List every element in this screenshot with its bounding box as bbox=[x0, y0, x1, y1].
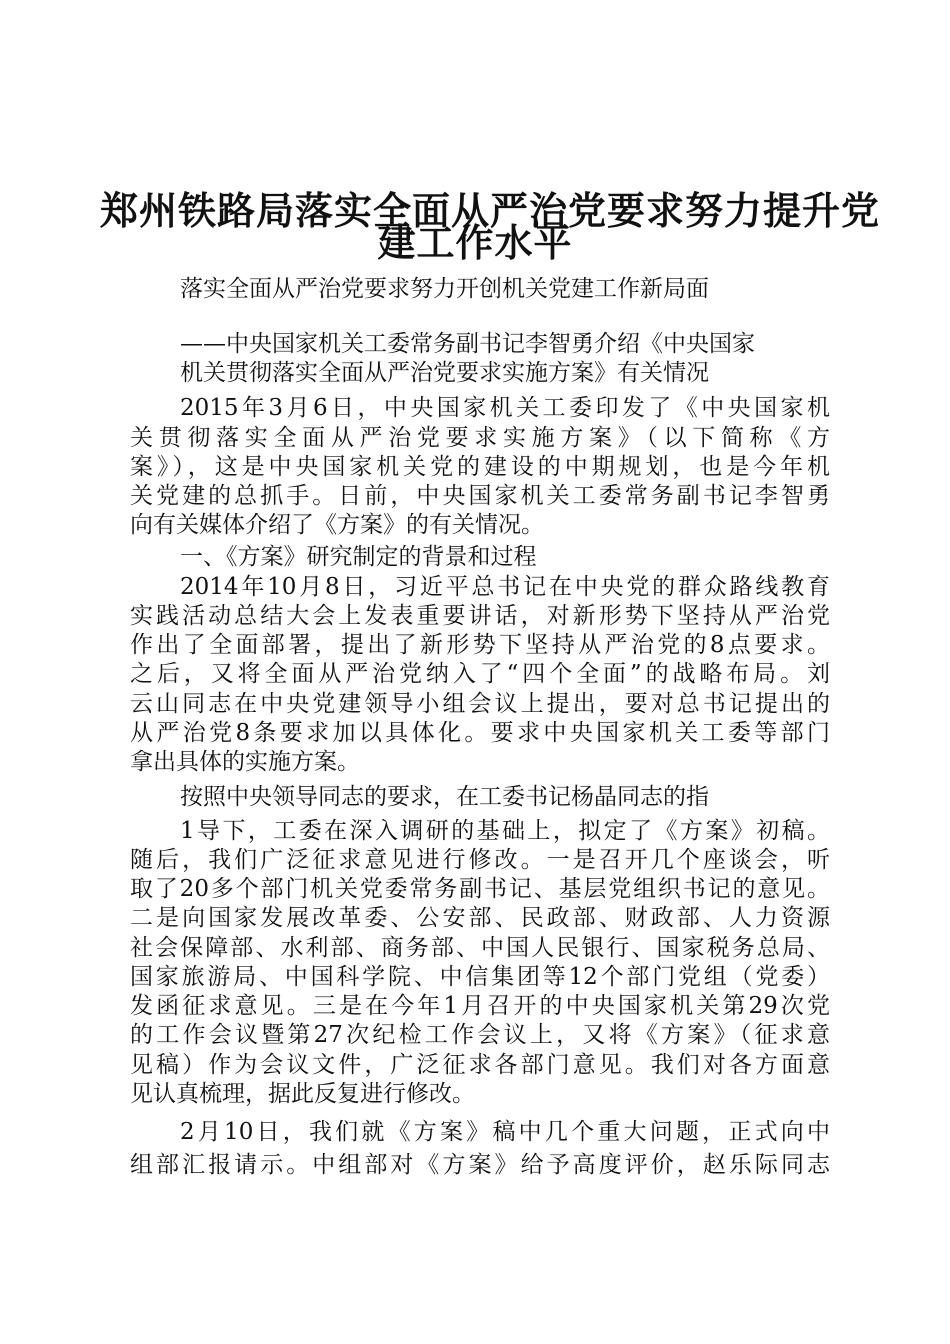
paragraph-line: 从严治党8条要求加以具体化。要求中央国家机关工委等部门 bbox=[130, 720, 830, 746]
paragraph-line: 组部汇报请示。中组部对《方案》给予高度评价，赵乐际同志 bbox=[130, 1152, 830, 1178]
paragraph-line: 拿出具体的实施方案。 bbox=[130, 749, 360, 775]
paragraph-line: 向有关媒体介绍了《方案》的有关情况。 bbox=[130, 512, 544, 538]
paragraph-line: 的工作会议暨第27次纪检工作会议上，又将《方案》（征求意 bbox=[130, 1022, 830, 1048]
subtitle-line: 落实全面从严治党要求努力开创机关党建工作新局面 bbox=[180, 276, 709, 302]
paragraph-line: 取了20多个部门机关党委常务副书记、基层党组织书记的意见。 bbox=[130, 876, 830, 902]
paragraph-line: 2014年10月8日，习近平总书记在中央党的群众路线教育 bbox=[180, 574, 830, 600]
section-heading: 一、《方案》研究制定的背景和过程 bbox=[180, 544, 537, 570]
paragraph-line: 社会保障部、水利部、商务部、中国人民银行、国家税务总局、 bbox=[130, 935, 830, 961]
paragraph-line: 按照中央领导同志的要求，在工委书记杨晶同志的指 bbox=[180, 784, 709, 810]
subtitle-line: ——中央国家机关工委常务副书记李智勇介绍《中央国家 bbox=[180, 331, 755, 357]
paragraph-line: 案》），这是中央国家机关党的建设的中期规划，也是今年机 bbox=[130, 454, 830, 480]
paragraph-line: 云山同志在中央党建领导小组会议上提出，要对总书记提出的 bbox=[130, 691, 830, 717]
paragraph-line: 见稿）作为会议文件，广泛征求各部门意见。我们对各方面意 bbox=[130, 1052, 830, 1078]
paragraph-line: 关党建的总抓手。日前，中央国家机关工委常务副书记李智勇 bbox=[130, 483, 830, 509]
paragraph-line: 实践活动总结大会上发表重要讲话，对新形势下坚持从严治党 bbox=[130, 603, 830, 629]
paragraph-line: 随后，我们广泛征求意见进行修改。一是召开几个座谈会，听 bbox=[130, 847, 830, 873]
paragraph-line: 二是向国家发展改革委、公安部、民政部、财政部、人力资源 bbox=[130, 905, 830, 931]
paragraph-line: 之后，又将全面从严治党纳入了“四个全面”的战略布局。刘 bbox=[130, 661, 830, 687]
paragraph-line: 见认真梳理，据此反复进行修改。 bbox=[130, 1081, 475, 1107]
paragraph-line: 2月10日，我们就《方案》稿中几个重大问题，正式向中 bbox=[180, 1119, 830, 1145]
paragraph-line: 国家旅游局、中国科学院、中信集团等12个部门党组（党委） bbox=[130, 964, 830, 990]
paragraph-line: 关贯彻落实全面从严治党要求实施方案》（以下简称《方 bbox=[130, 425, 830, 451]
subtitle-line: 机关贯彻落实全面从严治党要求实施方案》有关情况 bbox=[180, 360, 709, 386]
document-title-line-2: 建工作水平 bbox=[377, 221, 573, 265]
paragraph-line: 发函征求意见。三是在今年1月召开的中央国家机关第29次党 bbox=[130, 993, 830, 1019]
paragraph-line: 1导下，工委在深入调研的基础上，拟定了《方案》初稿。 bbox=[180, 818, 830, 844]
document-title-line-1: 郑州铁路局落实全面从严治党要求努力提升党 bbox=[100, 189, 881, 233]
paragraph-line: 作出了全面部署，提出了新形势下坚持从严治党的8点要求。 bbox=[130, 632, 830, 658]
paragraph-line: 2015年3月6日，中央国家机关工委印发了《中央国家机 bbox=[180, 395, 830, 421]
